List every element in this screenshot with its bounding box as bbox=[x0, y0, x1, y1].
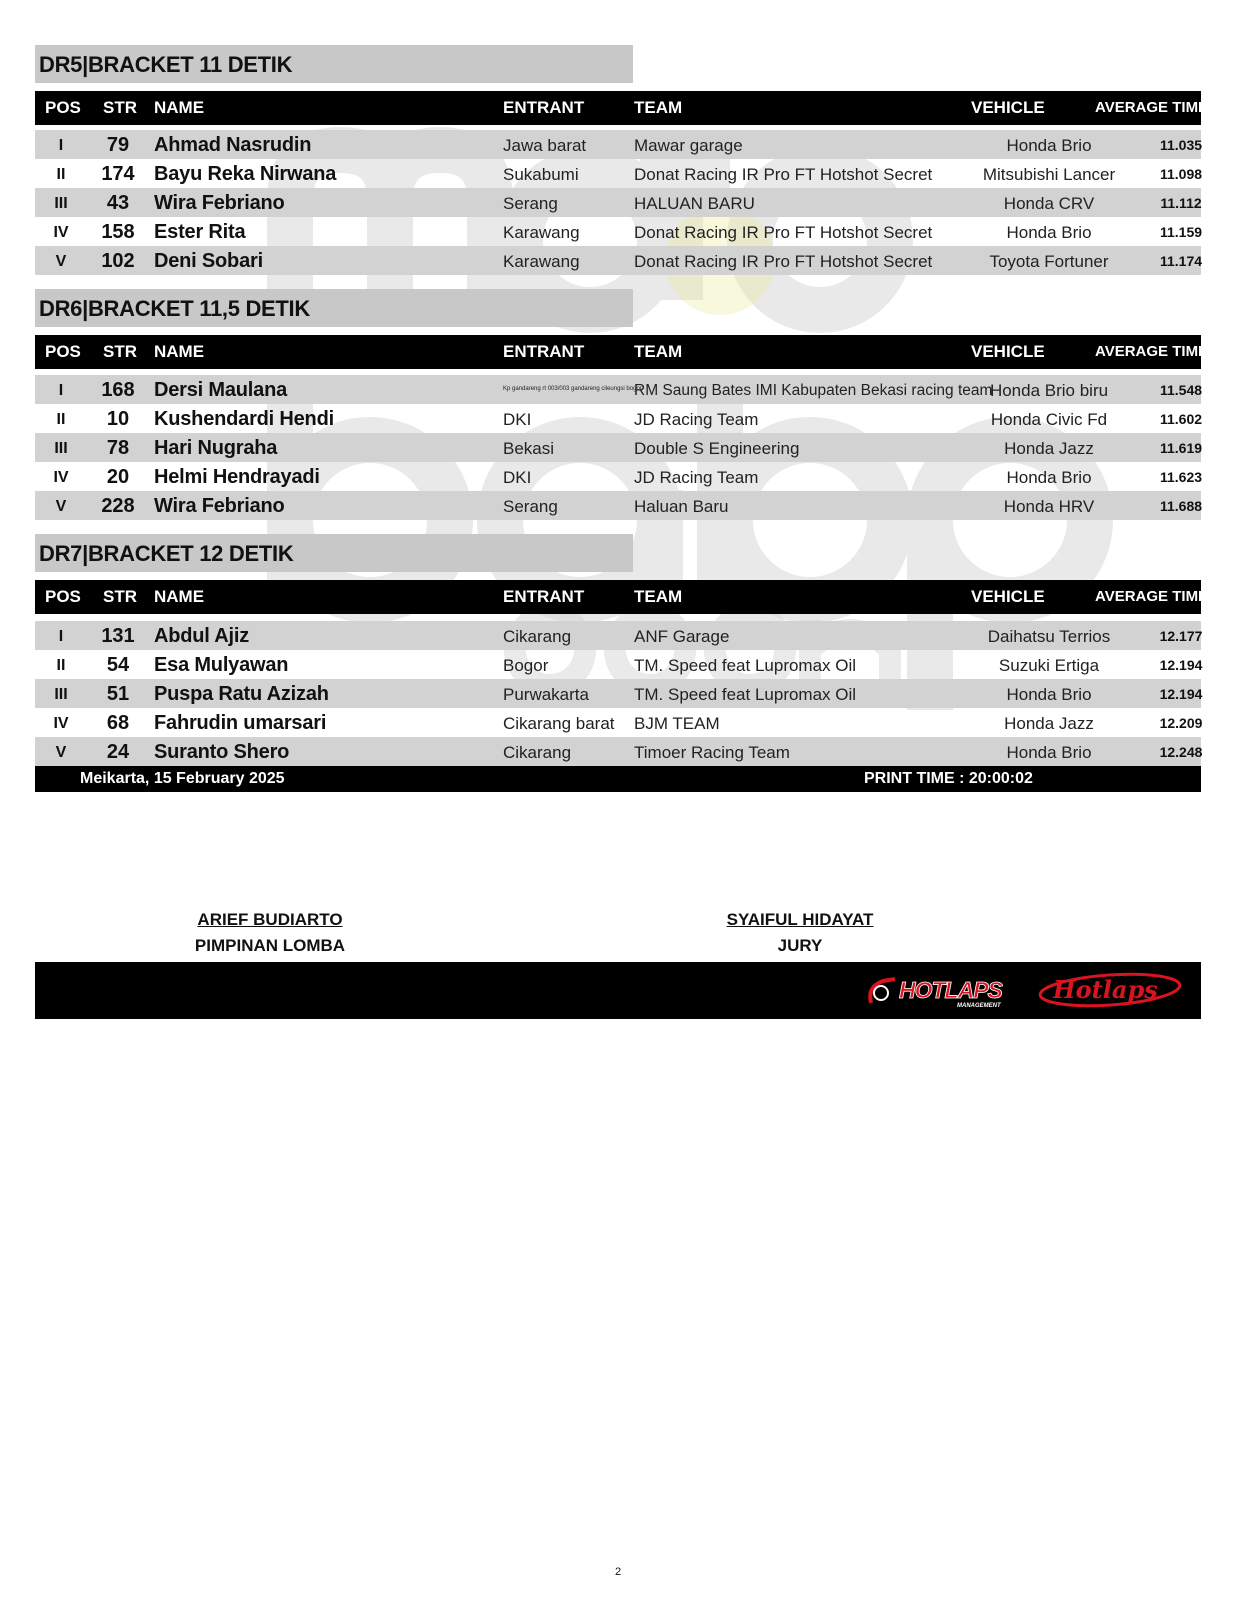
cell-name: Hari Nugraha bbox=[154, 437, 278, 459]
cell-entrant: Karawang bbox=[503, 223, 580, 242]
cell-pos: IV bbox=[53, 715, 69, 732]
header-str: STR bbox=[103, 98, 137, 117]
cell-str: 24 bbox=[106, 741, 130, 763]
cell-pos: I bbox=[58, 137, 64, 154]
cell-entrant: Cikarang barat bbox=[503, 714, 615, 733]
header-vehicle: VEHICLE bbox=[971, 587, 1045, 606]
table-row bbox=[35, 217, 1201, 246]
header-vehicle: VEHICLE bbox=[971, 342, 1045, 361]
header-str: STR bbox=[103, 587, 137, 606]
header-entrant: ENTRANT bbox=[503, 342, 585, 361]
cell-str: 43 bbox=[106, 192, 130, 214]
cell-name: Ahmad Nasrudin bbox=[154, 134, 312, 156]
cell-vehicle: Daihatsu Terrios bbox=[987, 627, 1111, 646]
header-average-time: AVERAGE TIME bbox=[1095, 588, 1209, 605]
cell-entrant: DKI bbox=[503, 410, 532, 429]
cell-average-time: 12.248 bbox=[1159, 744, 1203, 760]
cell-average-time: 12.194 bbox=[1159, 657, 1203, 673]
header-pos: POS bbox=[45, 342, 81, 361]
cell-name: Puspa Ratu Azizah bbox=[154, 683, 329, 705]
cell-name: Deni Sobari bbox=[154, 250, 263, 272]
cell-average-time: 11.174 bbox=[1159, 253, 1203, 269]
signature-role: JURY bbox=[777, 936, 823, 955]
cell-pos: IV bbox=[53, 469, 69, 486]
cell-average-time: 11.602 bbox=[1159, 411, 1203, 427]
cell-vehicle: Honda Brio bbox=[1006, 468, 1092, 487]
cell-team: BJM TEAM bbox=[634, 714, 720, 733]
cell-str: 10 bbox=[106, 408, 130, 430]
place-date: Meikarta, 15 February 2025 bbox=[80, 770, 285, 787]
cell-entrant: Bogor bbox=[503, 656, 549, 675]
cell-team: HALUAN BARU bbox=[634, 194, 755, 213]
cell-name: Suranto Shero bbox=[154, 741, 290, 763]
section-title-dr6: DR6|BRACKET 11,5 DETIK bbox=[35, 289, 633, 327]
table-row bbox=[35, 679, 1201, 708]
cell-pos: V bbox=[55, 253, 67, 270]
cell-str: 68 bbox=[106, 712, 130, 734]
cell-entrant: Kp gandareng rt 003/003 gandareng cileungsi bogor bbox=[503, 386, 642, 392]
hotlaps-management-logo bbox=[865, 973, 1035, 1009]
cell-average-time: 11.548 bbox=[1159, 382, 1203, 398]
cell-pos: V bbox=[55, 498, 67, 515]
cell-vehicle: Toyota Fortuner bbox=[989, 252, 1109, 271]
cell-team: Donat Racing IR Pro FT Hotshot Secret bbox=[634, 252, 933, 271]
cell-entrant: Purwakarta bbox=[503, 685, 589, 704]
table-header bbox=[35, 91, 1209, 125]
cell-pos: I bbox=[58, 628, 64, 645]
cell-pos: III bbox=[54, 686, 68, 703]
header-team: TEAM bbox=[634, 98, 683, 117]
cell-vehicle: Honda Brio biru bbox=[989, 381, 1109, 400]
cell-str: 54 bbox=[106, 654, 130, 676]
cell-str: 102 bbox=[101, 250, 135, 272]
cell-vehicle: Honda Jazz bbox=[1004, 439, 1094, 458]
table-row bbox=[35, 246, 1201, 275]
cell-team: Mawar garage bbox=[634, 136, 743, 155]
cell-team: RM Saung Bates IMI Kabupaten Bekasi racing team bbox=[634, 382, 993, 399]
cell-entrant: Cikarang bbox=[503, 743, 572, 762]
cell-vehicle: Honda Brio bbox=[1006, 743, 1092, 762]
header-team: TEAM bbox=[634, 342, 683, 361]
cell-average-time: 11.688 bbox=[1159, 498, 1203, 514]
cell-average-time: 11.035 bbox=[1159, 137, 1203, 153]
cell-str: 158 bbox=[101, 221, 135, 243]
table-row bbox=[35, 159, 1201, 188]
cell-pos: II bbox=[56, 166, 66, 183]
header-name: NAME bbox=[154, 342, 205, 361]
cell-team: TM. Speed feat Lupromax Oil bbox=[634, 656, 857, 675]
header-pos: POS bbox=[45, 587, 81, 606]
cell-pos: II bbox=[56, 411, 66, 428]
header-name: NAME bbox=[154, 587, 205, 606]
table-row bbox=[35, 462, 1201, 491]
cell-entrant: DKI bbox=[503, 468, 532, 487]
cell-average-time: 11.098 bbox=[1159, 166, 1203, 182]
cell-vehicle: Honda CRV bbox=[1003, 194, 1095, 213]
cell-pos: III bbox=[54, 440, 68, 457]
header-average-time: AVERAGE TIME bbox=[1095, 99, 1209, 116]
signature-name: SYAIFUL HIDAYAT bbox=[726, 910, 874, 929]
header-team: TEAM bbox=[634, 587, 683, 606]
cell-average-time: 11.159 bbox=[1159, 224, 1203, 240]
cell-team: Haluan Baru bbox=[634, 497, 729, 516]
table-header bbox=[35, 580, 1209, 614]
cell-average-time: 12.209 bbox=[1159, 715, 1203, 731]
cell-vehicle: Honda Jazz bbox=[1004, 714, 1094, 733]
table-row bbox=[35, 188, 1201, 217]
cell-str: 78 bbox=[106, 437, 130, 459]
table-row bbox=[35, 404, 1201, 433]
cell-str: 79 bbox=[106, 134, 130, 156]
header-entrant: ENTRANT bbox=[503, 98, 585, 117]
cell-team: JD Racing Team bbox=[634, 410, 759, 429]
cell-team: Donat Racing IR Pro FT Hotshot Secret bbox=[634, 165, 933, 184]
cell-team: Double S Engineering bbox=[634, 439, 800, 458]
cell-entrant: Bekasi bbox=[503, 439, 555, 458]
cell-team: JD Racing Team bbox=[634, 468, 759, 487]
cell-name: Helmi Hendrayadi bbox=[154, 466, 320, 488]
table-row bbox=[35, 130, 1201, 159]
cell-entrant: Karawang bbox=[503, 252, 580, 271]
cell-pos: IV bbox=[53, 224, 69, 241]
section-title-dr7: DR7|BRACKET 12 DETIK bbox=[35, 534, 633, 572]
cell-name: Kushendardi Hendi bbox=[154, 408, 334, 430]
signature-role: PIMPINAN LOMBA bbox=[194, 936, 346, 955]
cell-str: 131 bbox=[101, 625, 135, 647]
cell-str: 168 bbox=[101, 379, 135, 401]
header-pos: POS bbox=[45, 98, 81, 117]
table-header bbox=[35, 335, 1209, 369]
cell-name: Ester Rita bbox=[154, 221, 246, 243]
table-row bbox=[35, 433, 1201, 462]
cell-pos: III bbox=[54, 195, 68, 212]
cell-team: Donat Racing IR Pro FT Hotshot Secret bbox=[634, 223, 933, 242]
cell-vehicle: Mitsubishi Lancer bbox=[982, 165, 1116, 184]
cell-vehicle: Suzuki Ertiga bbox=[998, 656, 1100, 675]
page-number: 2 bbox=[614, 1566, 622, 1578]
cell-name: Abdul Ajiz bbox=[154, 625, 250, 647]
cell-entrant: Jawa barat bbox=[503, 136, 587, 155]
table-row bbox=[35, 375, 1201, 404]
signature-jury bbox=[690, 910, 910, 956]
table-row bbox=[35, 708, 1201, 737]
header-name: NAME bbox=[154, 98, 205, 117]
cell-str: 228 bbox=[101, 495, 135, 517]
cell-pos: II bbox=[56, 657, 66, 674]
header-entrant: ENTRANT bbox=[503, 587, 585, 606]
cell-team: ANF Garage bbox=[634, 627, 730, 646]
svg-text:Hotlaps: Hotlaps bbox=[1053, 975, 1158, 1004]
cell-name: Bayu Reka Nirwana bbox=[154, 163, 337, 185]
bottom-logo-bar bbox=[35, 962, 1201, 1019]
section-title-dr5: DR5|BRACKET 11 DETIK bbox=[35, 45, 633, 83]
cell-average-time: 11.623 bbox=[1159, 469, 1203, 485]
cell-entrant: Cikarang bbox=[503, 627, 572, 646]
table-row bbox=[35, 491, 1201, 520]
cell-name: Wira Febriano bbox=[154, 192, 285, 214]
header-str: STR bbox=[103, 342, 137, 361]
signature-race-director bbox=[160, 910, 380, 956]
cell-entrant: Serang bbox=[503, 497, 558, 516]
cell-name: Fahrudin umarsari bbox=[154, 712, 327, 734]
table-row bbox=[35, 650, 1201, 679]
cell-average-time: 11.112 bbox=[1160, 195, 1202, 211]
header-vehicle: VEHICLE bbox=[971, 98, 1045, 117]
cell-str: 20 bbox=[106, 466, 130, 488]
print-time: PRINT TIME : 20:00:02 bbox=[864, 770, 1033, 787]
cell-name: Esa Mulyawan bbox=[154, 654, 289, 676]
cell-vehicle: Honda Civic Fd bbox=[990, 410, 1108, 429]
cell-vehicle: Honda Brio bbox=[1006, 685, 1092, 704]
cell-pos: V bbox=[55, 744, 67, 761]
cell-entrant: Sukabumi bbox=[503, 165, 579, 184]
cell-vehicle: Honda HRV bbox=[1003, 497, 1095, 516]
cell-str: 51 bbox=[106, 683, 130, 705]
cell-name: Wira Febriano bbox=[154, 495, 285, 517]
cell-average-time: 11.619 bbox=[1159, 440, 1203, 456]
svg-text:HOTLAPS: HOTLAPS bbox=[899, 977, 1002, 1003]
cell-vehicle: Honda Brio bbox=[1006, 223, 1092, 242]
cell-pos: I bbox=[58, 382, 64, 399]
header-average-time: AVERAGE TIME bbox=[1095, 343, 1209, 360]
cell-average-time: 12.177 bbox=[1159, 628, 1203, 644]
cell-str: 174 bbox=[101, 163, 135, 185]
svg-text:MANAGEMENT: MANAGEMENT bbox=[957, 1003, 1001, 1009]
signature-name: ARIEF BUDIARTO bbox=[197, 910, 343, 929]
cell-average-time: 12.194 bbox=[1159, 686, 1203, 702]
table-row bbox=[35, 621, 1201, 650]
cell-team: TM. Speed feat Lupromax Oil bbox=[634, 685, 857, 704]
hotlaps-script-logo bbox=[1035, 970, 1185, 1010]
cell-name: Dersi Maulana bbox=[154, 379, 288, 401]
footer-bar bbox=[35, 766, 1201, 792]
cell-entrant: Serang bbox=[503, 194, 558, 213]
table-row bbox=[35, 737, 1201, 766]
cell-team: Timoer Racing Team bbox=[634, 743, 790, 762]
cell-vehicle: Honda Brio bbox=[1006, 136, 1092, 155]
